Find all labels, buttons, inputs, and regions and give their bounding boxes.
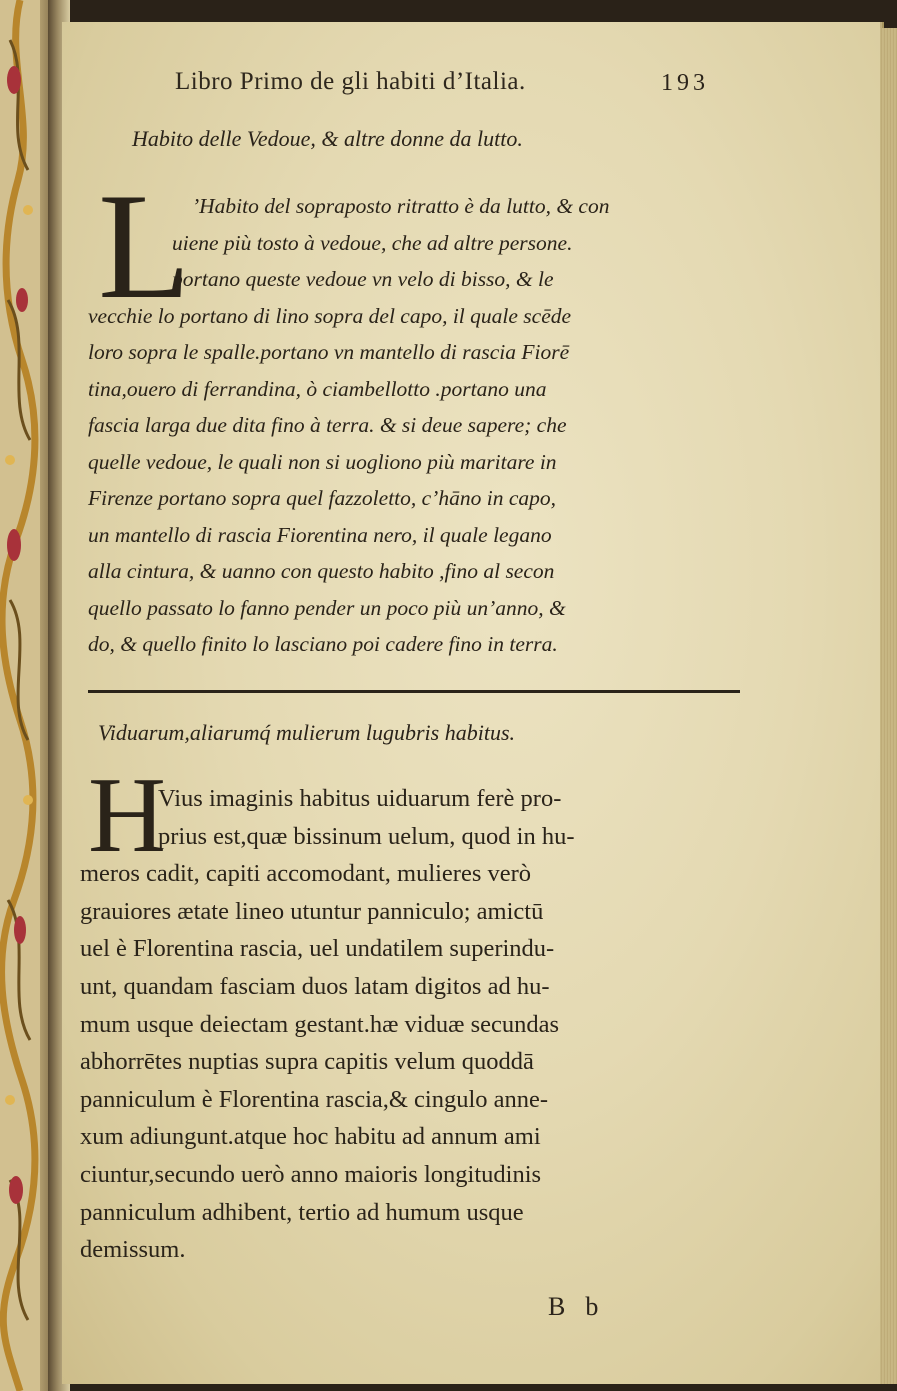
italian-line: ’Habito del sopraposto ritratto è da lutto, & con xyxy=(192,194,610,218)
latin-paragraph xyxy=(80,780,780,1269)
running-head: Libro Primo de gli habiti d’Italia. xyxy=(175,68,526,95)
latin-line: xum adiungunt.atque hoc habitu ad annum ami xyxy=(80,1123,541,1151)
latin-line: ciuntur,secundo uerò anno maioris longitudinis xyxy=(80,1160,542,1188)
signature-mark: Bb xyxy=(548,1292,619,1321)
italian-line: portano queste vedoue vn velo di bisso, & le xyxy=(172,267,554,291)
italian-line: uiene più tosto à vedoue, che ad altre persone. xyxy=(172,230,573,255)
italian-line: vecchie lo portano di lino sopra del capo, il quale scēde xyxy=(88,303,572,328)
section-divider xyxy=(88,690,740,693)
background-top xyxy=(62,0,897,22)
italian-line: quelle vedoue, le quali non si uogliono più maritare in xyxy=(88,449,557,474)
latin-line: panniculum adhibent, tertio ad humum usque xyxy=(80,1198,524,1226)
italian-section-title: Habito delle Vedoue, & altre donne da lutto. xyxy=(132,126,523,151)
latin-line: abhorrētes nuptias supra capitis velum quoddā xyxy=(80,1048,534,1076)
italian-line: alla cintura, & uanno con questo habito ,fino al secon xyxy=(88,559,555,583)
italian-line: un mantello di rascia Fiorentina nero, il quale legano xyxy=(88,522,552,547)
latin-line: mum usque deiectam gestant.hæ viduæ secundas xyxy=(80,1010,560,1038)
page-number: 193 xyxy=(661,70,709,96)
latin-section-title: Viduarum,aliarumq́ mulierum lugubris habitus. xyxy=(98,720,516,745)
latin-line: unt, quandam fasciam duos latam digitos ad hu- xyxy=(80,972,550,1000)
italian-paragraph xyxy=(80,188,770,663)
latin-line: demissum. xyxy=(80,1236,186,1264)
facing-page-ornament-border xyxy=(0,0,52,1391)
latin-line: grauiores ætate lineo utuntur panniculo; amictū xyxy=(80,897,544,925)
page-edges xyxy=(880,28,897,1384)
latin-line: panniculum è Florentina rascia,& cingulo anne- xyxy=(80,1085,549,1113)
latin-line: meros cadit, capiti accomodant, mulieres verò xyxy=(80,860,532,888)
italian-line: loro sopra le spalle.portano vn mantello di rascia Fiorē xyxy=(88,340,570,364)
italian-line: tina,ouero di ferrandina, ò ciambellotto .portano una xyxy=(88,376,547,401)
latin-line: prius est,quæ bissinum uelum, quod in hu- xyxy=(158,822,575,850)
ornamental-border-icon xyxy=(0,0,40,1391)
drop-cap-l: L xyxy=(98,162,191,330)
latin-line: uel è Florentina rascia, uel undatilem superindu- xyxy=(80,935,555,963)
italian-line: do, & quello finito lo lasciano poi cadere fino in terra. xyxy=(88,632,558,656)
drop-cap-h: H xyxy=(88,756,166,875)
italian-line: fascia larga due dita fino à terra. & si deue sapere; che xyxy=(88,413,567,437)
italian-line: Firenze portano sopra quel fazzoletto, c’hāno in capo, xyxy=(88,486,556,510)
latin-line: Vius imaginis habitus uiduarum ferè pro- xyxy=(158,785,562,812)
italian-line: quello passato lo fanno pender un poco più un’anno, & xyxy=(88,595,566,620)
